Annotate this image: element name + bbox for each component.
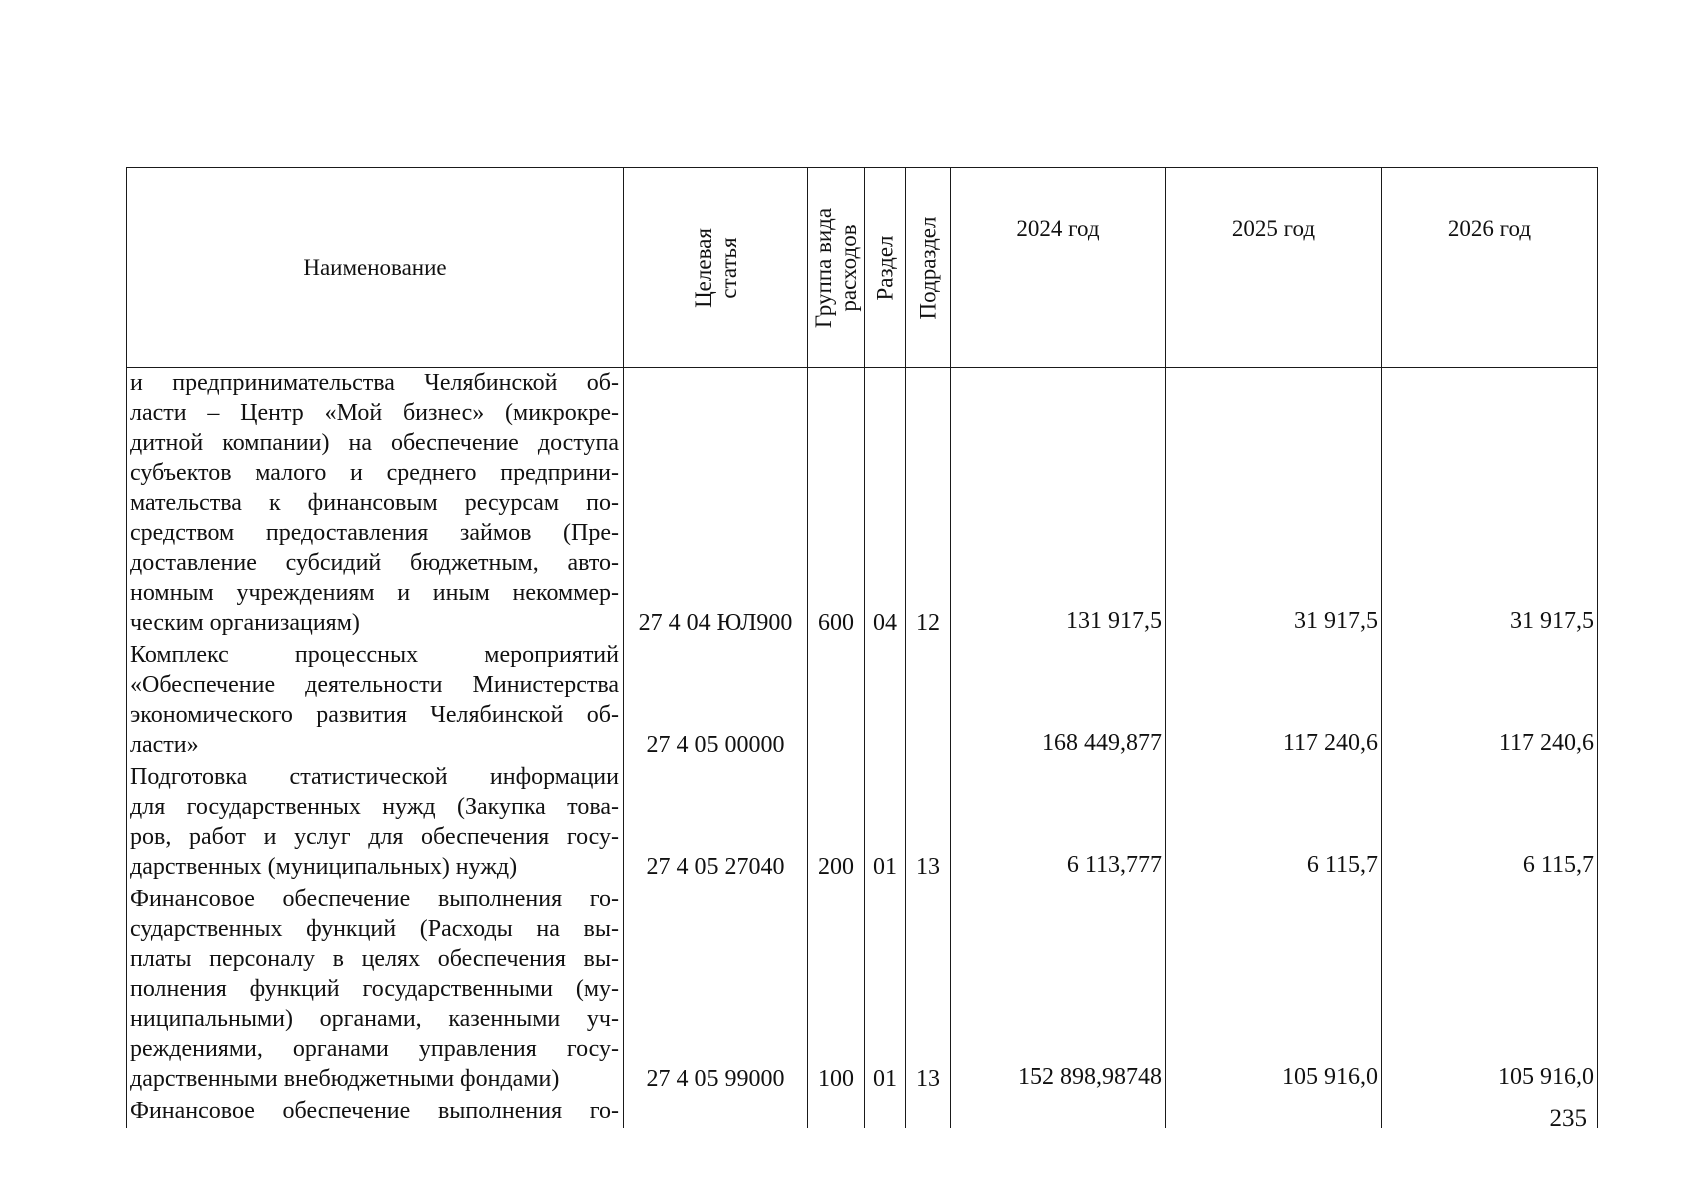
- row-2026: 117 240,6: [1382, 640, 1598, 762]
- row-name-line: ласти»: [130, 732, 199, 758]
- row-target-code: 27 4 04 ЮЛ900: [624, 368, 808, 641]
- budget-table: [126, 167, 1598, 1128]
- row-2024: 6 113,777: [951, 762, 1166, 884]
- row-2026: 6 115,7: [1382, 762, 1598, 884]
- row-section: 01: [865, 762, 906, 884]
- row-name-line: дарственных (муниципальных) нужд): [130, 854, 518, 880]
- row-target-code: 27 4 05 00000: [624, 640, 808, 762]
- row-name-line: мательства к финансовым ресурсам по-: [130, 490, 619, 516]
- row-name: [127, 640, 624, 762]
- table-row-trailing: [127, 1096, 1598, 1128]
- header-name: Наименование: [127, 168, 624, 368]
- row-subsection: 13: [906, 762, 951, 884]
- trailing-2025: [1166, 1096, 1382, 1128]
- row-2025: 105 916,0: [1166, 884, 1382, 1096]
- row-2025: 117 240,6: [1166, 640, 1382, 762]
- row-name-line: дарственными внебюджетными фондами): [130, 1066, 560, 1092]
- row-2024: 131 917,5: [951, 368, 1166, 641]
- header-2024: 2024 год: [951, 168, 1166, 368]
- trailing-2024: [951, 1096, 1166, 1128]
- trailing-group: [808, 1096, 865, 1128]
- row-name-line: и предпринимательства Челябинской об-: [130, 370, 619, 396]
- header-section: Раздел: [865, 168, 906, 368]
- row-name-line: средством предоставления займов (Пре-: [130, 520, 619, 546]
- row-name-line: дитной компании) на обеспечение доступа: [130, 430, 619, 456]
- row-name-line: номным учреждениям и иным некоммер-: [130, 580, 619, 606]
- row-2025: 6 115,7: [1166, 762, 1382, 884]
- header-group: Группа вида расходов: [808, 168, 865, 368]
- row-name: [127, 368, 624, 641]
- trailing-subsection: [906, 1096, 951, 1128]
- header-target: Целевая статья: [624, 168, 808, 368]
- row-name-line: реждениями, органами управления госу-: [130, 1036, 619, 1062]
- table-header-row: [127, 168, 1598, 368]
- row-name-line: ческим организациям): [130, 610, 360, 636]
- row-section: 01: [865, 884, 906, 1096]
- row-2024: 168 449,877: [951, 640, 1166, 762]
- row-target-code: 27 4 05 27040: [624, 762, 808, 884]
- row-name-line: платы персоналу в целях обеспечения вы-: [130, 946, 619, 972]
- header-subsection: Подраздел: [906, 168, 951, 368]
- row-2024: 152 898,98748: [951, 884, 1166, 1096]
- row-group: 600: [808, 368, 865, 641]
- row-name-line: экономического развития Челябинской об-: [130, 702, 619, 728]
- row-name-line: Комплекс процессных мероприятий: [130, 642, 619, 668]
- table-row: [127, 368, 1598, 641]
- trailing-code: [624, 1096, 808, 1128]
- row-group: [808, 640, 865, 762]
- row-name: [127, 884, 624, 1096]
- trailing-name: Финансовое обеспечение выполнения го-: [127, 1096, 624, 1128]
- row-subsection: [906, 640, 951, 762]
- table-body: [127, 368, 1598, 1129]
- row-name-line: ласти – Центр «Мой бизнес» (микрокре-: [130, 400, 619, 426]
- row-name-line: ниципальными) органами, казенными уч-: [130, 1006, 619, 1032]
- row-name-line: «Обеспечение деятельности Министерства: [130, 672, 619, 698]
- row-subsection: 12: [906, 368, 951, 641]
- row-name-line: сударственных функций (Расходы на вы-: [130, 916, 619, 942]
- row-subsection: 13: [906, 884, 951, 1096]
- trailing-section: [865, 1096, 906, 1128]
- table-row: [127, 640, 1598, 762]
- header-2026: 2026 год: [1382, 168, 1598, 368]
- row-2026: 31 917,5: [1382, 368, 1598, 641]
- row-name-line: Финансовое обеспечение выполнения го-: [130, 886, 619, 912]
- row-section: [865, 640, 906, 762]
- row-name-line: ров, работ и услуг для обеспечения госу-: [130, 824, 619, 850]
- row-section: 04: [865, 368, 906, 641]
- page-number: 235: [1549, 1105, 1587, 1132]
- row-name-line: субъектов малого и среднего предприни-: [130, 460, 619, 486]
- row-group: 100: [808, 884, 865, 1096]
- row-name-line: для государственных нужд (Закупка това-: [130, 794, 619, 820]
- row-name-line: доставление субсидий бюджетным, авто-: [130, 550, 619, 576]
- row-name: [127, 762, 624, 884]
- row-group: 200: [808, 762, 865, 884]
- row-2026: 105 916,0: [1382, 884, 1598, 1096]
- row-name-line: Подготовка статистической информации: [130, 764, 619, 790]
- row-name-line: полнения функций государственными (му-: [130, 976, 619, 1002]
- table-row: [127, 884, 1598, 1096]
- table-row: [127, 762, 1598, 884]
- header-2025: 2025 год: [1166, 168, 1382, 368]
- row-2025: 31 917,5: [1166, 368, 1382, 641]
- row-target-code: 27 4 05 99000: [624, 884, 808, 1096]
